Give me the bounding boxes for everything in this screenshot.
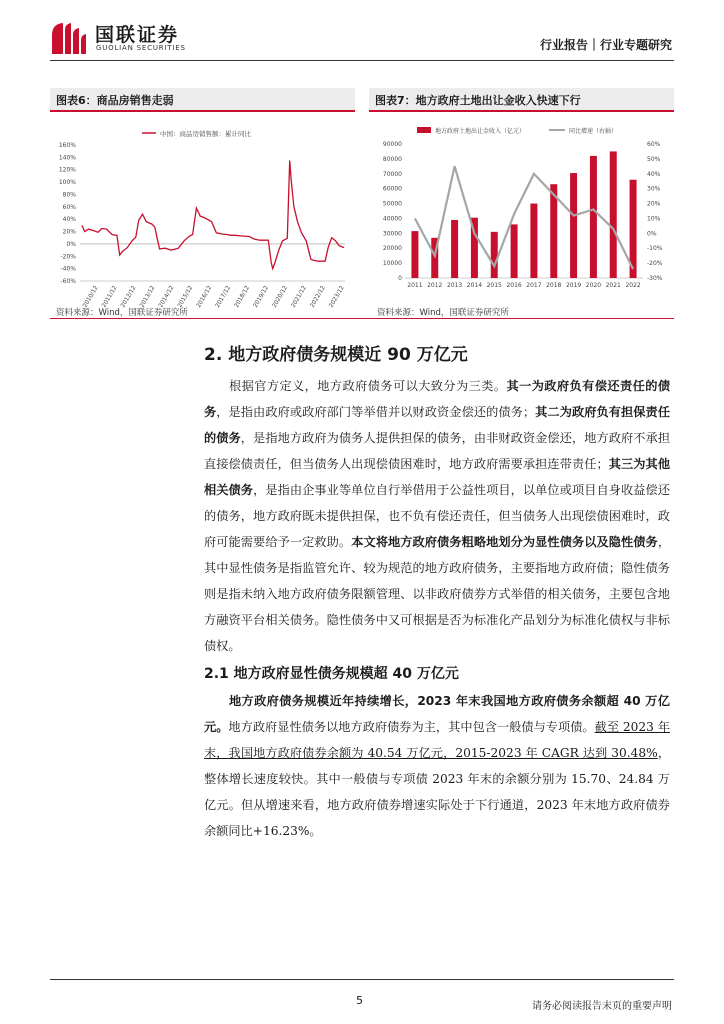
chart2-ytick-left: 20000 [382, 245, 402, 253]
chart2-ytick-left: 50000 [382, 200, 402, 208]
chart1-ytick-label: 120% [58, 166, 76, 174]
p1-text-2: ，是指由政府或政府部门等举借并以财政资金偿还的债务； [216, 405, 536, 419]
chart2-bar-2021 [610, 151, 617, 278]
chart1-ytick-label: -40% [60, 265, 76, 273]
chart1-xtick-label: 2013/12 [139, 285, 157, 309]
chart1-ytick-label: -20% [60, 253, 76, 261]
p1-bold-2: 其二为政府负有担保责任的债务 [204, 405, 671, 445]
chart1-xtick-label: 2017/12 [214, 285, 233, 309]
p2-text-2: ，整体增长速度较快。其中一般债与专项债 2023 年末的余额分别为 15.70、24.84 万亿元。但从增速来看，地方政府债券增速实际处于下行通道，2023 年末地方政府债券余额同比+16.23%。 [204, 746, 671, 838]
p2-underline-1: 截至 2023 年末，我国地方政府债券余额为 40.54 万亿元，2015-2023 年 CAGR 达到 30.48% [204, 720, 671, 760]
chart2-xtick-label: 2021 [605, 282, 621, 289]
chart2-ytick-left: 10000 [382, 260, 402, 268]
chart1-xtick-label: 2011/12 [101, 285, 119, 309]
subsection-title: 2.1 地方政府显性债务规模超 40 万亿元 [204, 666, 459, 682]
chart1-ytick-label: 80% [62, 191, 76, 199]
chart1-ytick-label: 0% [66, 240, 76, 248]
chart2-bar-2020 [590, 156, 597, 278]
chart2-growth-line [415, 166, 633, 269]
chart2-bar-2019 [570, 173, 577, 278]
figure-6-title-bar [50, 88, 355, 112]
chart2-ytick-right: 40% [647, 170, 661, 178]
chart2-ytick-left: 40000 [382, 215, 402, 223]
report-category: 行业报告｜行业专题研究 [539, 38, 672, 52]
p2-bold-1: 地方政府债务规模近年持续增长，2023 年末我国地方政府债务余额超 40 万亿元。 [204, 694, 670, 734]
p1-bold-1: 其一为政府负有偿还责任的债务 [204, 379, 671, 419]
p1-text-4: ，是指由企事业等单位自行举借用于公益性项目，以单位或项目自身收益偿还的债务，地方政府既未提供担保，也不负有偿还责任，但当债务人出现偿债困难时，政府可能需要给予一定救助。 [204, 483, 671, 549]
chart2-bar-2017 [530, 204, 537, 278]
section-title: 2. 地方政府债务规模近 90 万亿元 [204, 345, 468, 365]
figure-6-title: 图表6：商品房销售走弱 [56, 94, 174, 107]
figure-7-title-bar [369, 88, 674, 112]
chart2-ytick-right: -20% [647, 260, 663, 268]
chart1-xtick-label: 2019/12 [252, 285, 271, 309]
chart2-ytick-right: 30% [647, 185, 661, 193]
p2-text-1: 地方政府显性债务以地方政府债券为主，其中包含一般债与专项债。 [228, 720, 595, 734]
chart2-ytick-left: 70000 [382, 170, 402, 178]
chart2-xtick-label: 2018 [546, 282, 562, 289]
chart1-ytick-label: 100% [58, 179, 76, 187]
chart-housing-sales [50, 118, 355, 310]
chart1-xtick-label: 2014/12 [158, 285, 176, 309]
chart2-legend-label-line: 同比增速（右轴） [569, 128, 618, 135]
figure-7-title: 图表7：地方政府土地出让金收入快速下行 [375, 94, 581, 107]
chart1-xtick-label: 2010/12 [82, 285, 100, 309]
chart2-legend-label-bar: 地方政府土地出让金收入（亿元） [435, 128, 526, 135]
chart2-ytick-left: 90000 [382, 141, 402, 148]
chart2-ytick-left: 30000 [382, 230, 402, 238]
brand-name-en: GUOLIAN SECURITIES [96, 44, 186, 52]
chart1-ytick-label: 160% [58, 142, 76, 149]
chart-land-revenue [369, 118, 674, 310]
chart2-xtick-label: 2014 [466, 282, 483, 289]
chart2-xtick-label: 2013 [446, 282, 463, 289]
chart1-legend-label: 中国：商品房销售额：累计同比 [160, 130, 251, 138]
paragraph-explicit-debt [204, 688, 670, 844]
chart2-legend-swatch-bar [417, 127, 431, 133]
chart2-xtick-label: 2016 [506, 282, 522, 289]
p1-bold-4: 本文将地方政府债务粗略地划分为显性债务以及隐性债务 [351, 535, 658, 549]
chart1-ytick-label: 140% [58, 154, 76, 162]
chart2-xtick-label: 2017 [526, 282, 542, 289]
chart2-xtick-label: 2019 [565, 282, 582, 289]
chart2-ytick-right: 20% [647, 200, 661, 208]
p1-text-1: 根据官方定义，地方政府债务可以大致分为三类。 [229, 379, 507, 393]
guolian-logo-icon [50, 21, 88, 55]
p1-bold-3: 其三为其他相关债务 [204, 457, 671, 497]
p1-text-3: ，是指地方政府为债务人提供担保的债务，由非财政资金偿还，地方政府不承担直接偿债责任，但当债务人出现偿债困难时，地方政府需要承担连带责任； [204, 431, 671, 471]
chart2-ytick-right: 10% [647, 215, 661, 223]
header-divider [50, 60, 674, 61]
brand-name-cn: 国联证券 [95, 24, 180, 46]
chart1-xtick-label: 2020/12 [271, 285, 289, 309]
source-divider [50, 318, 674, 319]
chart1-xtick-label: 2023/12 [328, 285, 346, 309]
chart1-ytick-label: 40% [62, 216, 76, 224]
footer-disclaimer: 请务必阅读报告末页的重要声明 [532, 1001, 672, 1012]
chart2-bar-2016 [511, 224, 518, 278]
footer-divider [50, 979, 674, 980]
chart2-ytick-left: 60000 [382, 185, 402, 193]
p1-text-5: ，其中显性债务是指监管允许、较为规范的地方政府债务，主要指地方政府债；隐性债务则是指未纳入地方政府债务限额管理、以非政府债券方式举借的相关债务，主要包含地方融资平台相关债务。隐性债务中又可根据是否为标准化产品划分为标准化债权与非标债权。 [204, 535, 671, 653]
chart2-ytick-left: 0 [398, 275, 402, 282]
chart1-xtick-label: 2022/12 [309, 285, 327, 309]
chart2-xtick-label: 2015 [486, 282, 502, 289]
chart1-ytick-label: 60% [62, 203, 76, 211]
chart2-ytick-right: -30% [647, 275, 663, 282]
chart2-ytick-right: 60% [647, 141, 661, 148]
chart1-xtick-label: 2016/12 [196, 285, 214, 309]
chart2-ytick-left: 80000 [382, 155, 402, 163]
chart1-xtick-label: 2012/12 [120, 285, 138, 309]
chart1-xtick-label: 2018/12 [233, 285, 252, 309]
page-number: 5 [356, 994, 363, 1007]
chart1-xtick-label: 2021/12 [290, 285, 308, 309]
chart2-xtick-label: 2022 [625, 282, 641, 289]
chart1-ytick-label: 20% [62, 228, 76, 236]
paragraph-debt-definition [204, 373, 670, 659]
chart1-ytick-label: -60% [60, 278, 76, 285]
chart2-xtick-label: 2020 [585, 282, 602, 289]
figure-7-source: 资料来源：Wind，国联证券研究所 [377, 308, 509, 318]
chart2-ytick-right: 50% [647, 155, 661, 163]
chart2-bar-2015 [491, 232, 498, 278]
chart2-ytick-right: -10% [647, 245, 663, 253]
chart1-series-line [82, 161, 344, 269]
chart2-bar-2011 [411, 231, 418, 278]
chart2-bar-2013 [451, 220, 458, 278]
figure-6-source: 资料来源：Wind，国联证券研究所 [56, 308, 188, 318]
chart2-xtick-label: 2012 [427, 282, 443, 289]
chart1-xtick-label: 2015/12 [177, 285, 195, 309]
chart2-ytick-right: 0% [647, 230, 657, 238]
chart2-xtick-label: 2011 [407, 282, 423, 289]
